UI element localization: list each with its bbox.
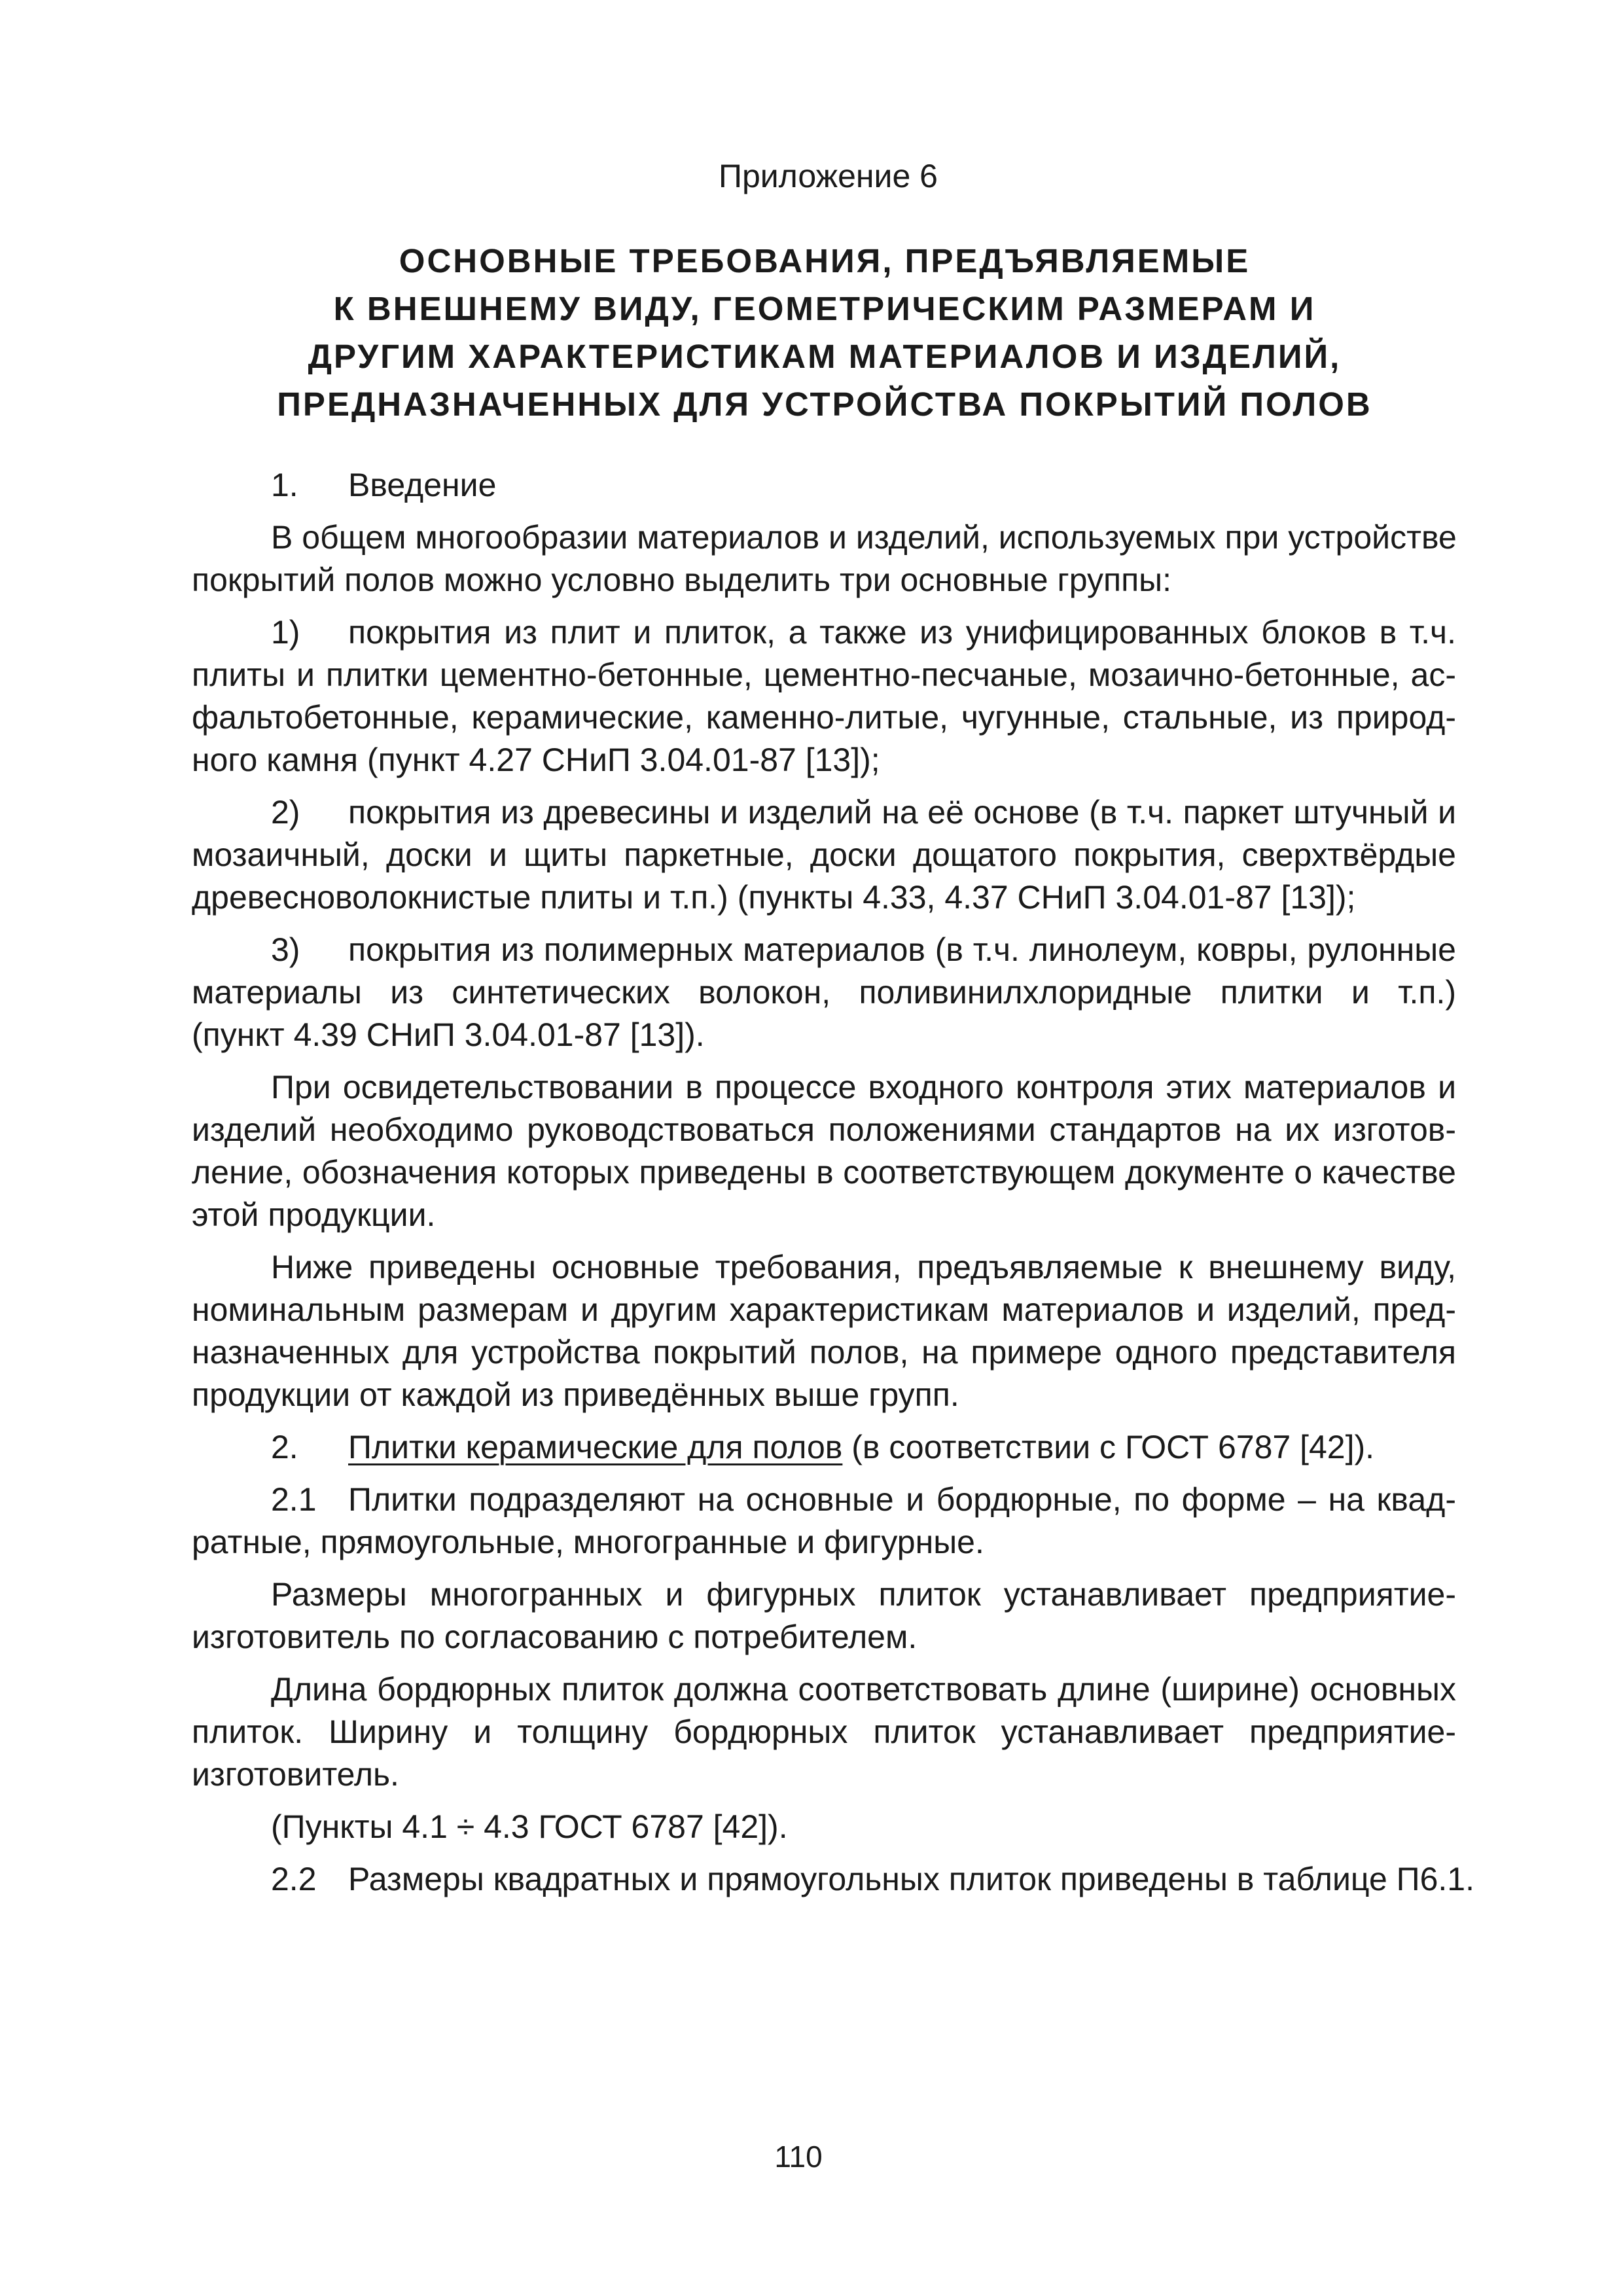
text-line: изготовитель по согласованию с потребителем.	[192, 1619, 918, 1655]
text-line: изделий необходимо руководствоваться положениями стандартов на их изготов-	[192, 1111, 1456, 1148]
text-line: номинальным размерам и другим характеристикам материалов и изделий, пред-	[192, 1291, 1456, 1328]
text-line: изготовитель.	[192, 1756, 399, 1793]
reference-paragraph	[192, 1806, 1456, 1848]
text-line: назначенных для устройства покрытий полов, на примере одного представителя	[192, 1334, 1456, 1371]
title-line: К ВНЕШНЕМУ ВИДУ, ГЕОМЕТРИЧЕСКИМ РАЗМЕРАМ И	[333, 290, 1316, 327]
group-item-1	[192, 611, 1456, 781]
text-line: Размеры квадратных и прямоугольных плиток приведены в таблице П6.1.	[348, 1861, 1474, 1897]
title-line: ОСНОВНЫЕ ТРЕБОВАНИЯ, ПРЕДЪЯВЛЯЕМЫЕ	[399, 242, 1251, 279]
sizes-paragraph	[192, 1573, 1456, 1659]
section-number: 1.	[271, 467, 298, 503]
text-line: (пункт 4.39 СНиП 3.04.01-87 [13]).	[192, 1016, 705, 1053]
clause-number: 2.1	[271, 1481, 317, 1518]
section-title: Введение	[348, 467, 497, 503]
text-line: (Пункты 4.1 ÷ 4.3 ГОСТ 6787 [42]).	[271, 1808, 788, 1845]
item-number: 2)	[271, 794, 300, 831]
text-line: мозаичный, доски и щиты паркетные, доски дощатого покрытия, сверхтвёрдые	[192, 836, 1456, 873]
text-line: покрытий полов можно условно выделить три основные группы:	[192, 562, 1171, 598]
requirements-paragraph	[192, 1246, 1456, 1416]
text-line: древесноволокнистые плиты и т.п.) (пункты 4.33, 4.37 СНиП 3.04.01-87 [13]);	[192, 879, 1356, 916]
text-line: ратные, прямоугольные, многогранные и фигурные.	[192, 1524, 984, 1560]
text-line: В общем многообразии материалов и изделий, используемых при устройстве	[271, 519, 1457, 556]
text-line: покрытия из древесины и изделий на её основе (в т.ч. паркет штучный и	[348, 794, 1456, 831]
text-line: При освидетельствовании в процессе входного контроля этих материалов и	[271, 1069, 1456, 1105]
text-line: плиток. Ширину и толщину бордюрных плиток устанавливает предприятие-	[192, 1713, 1456, 1750]
appendix-label: Приложение 6	[719, 158, 938, 194]
text-line: ного камня (пункт 4.27 СНиП 3.04.01-87 [13]);	[192, 742, 880, 778]
text-line: плиты и плитки цементно-бетонные, цементно-песчаные, мозаично-бетонные, ас-	[192, 656, 1456, 693]
section-number: 2.	[271, 1429, 298, 1465]
title-line: ДРУГИМ ХАРАКТЕРИСТИКАМ МАТЕРИАЛОВ И ИЗДЕЛИЙ,	[308, 338, 1342, 375]
inspection-paragraph	[192, 1066, 1456, 1236]
text-line: покрытия из полимерных материалов (в т.ч. линолеум, ковры, рулонные	[348, 931, 1456, 968]
clause-2-2	[192, 1858, 1474, 1901]
text-line: Размеры многогранных и фигурных плиток устанавливает предприятие-	[271, 1576, 1456, 1613]
text-line: материалы из синтетических волокон, поливинилхлоридные плитки и т.п.)	[192, 974, 1456, 1011]
document-body	[192, 464, 1474, 1910]
item-number: 1)	[271, 614, 300, 651]
text-line: покрытия из плит и плиток, а также из унифицированных блоков в т.ч.	[348, 614, 1456, 651]
text-line: продукции от каждой из приведённых выше групп.	[192, 1376, 959, 1413]
intro-paragraph	[192, 516, 1456, 601]
border-tiles-paragraph	[192, 1668, 1456, 1796]
title-line: ПРЕДНАЗНАЧЕННЫХ ДЛЯ УСТРОЙСТВА ПОКРЫТИЙ ПОЛОВ	[277, 386, 1372, 423]
text-line: ление, обозначения которых приведены в соответствующем документе о качестве	[192, 1154, 1456, 1191]
text-line: Длина бордюрных плиток должна соответствовать длине (ширине) основных	[271, 1671, 1456, 1708]
clause-number: 2.2	[271, 1861, 317, 1897]
page-number: 110	[774, 2140, 823, 2174]
section-2-heading	[192, 1426, 1456, 1469]
group-item-3	[192, 929, 1456, 1056]
group-item-2	[192, 791, 1456, 919]
item-number: 3)	[271, 931, 300, 968]
text-line: Ниже приведены основные требования, предъявляемые к внешнему виду,	[271, 1249, 1456, 1285]
clause-2-1	[192, 1479, 1456, 1564]
text-line: этой продукции.	[192, 1196, 436, 1233]
text-line: фальтобетонные, керамические, каменно-литые, чугунные, стальные, из природ-	[192, 699, 1456, 736]
section-title-suffix: (в соответствии с ГОСТ 6787 [42]).	[842, 1429, 1375, 1465]
document-title	[196, 237, 1453, 428]
section-title-link[interactable]: Плитки керамические для полов	[348, 1429, 843, 1465]
text-line: Плитки подразделяют на основные и бордюрные, по форме – на квад-	[348, 1481, 1456, 1518]
section-1-heading	[192, 464, 1456, 507]
